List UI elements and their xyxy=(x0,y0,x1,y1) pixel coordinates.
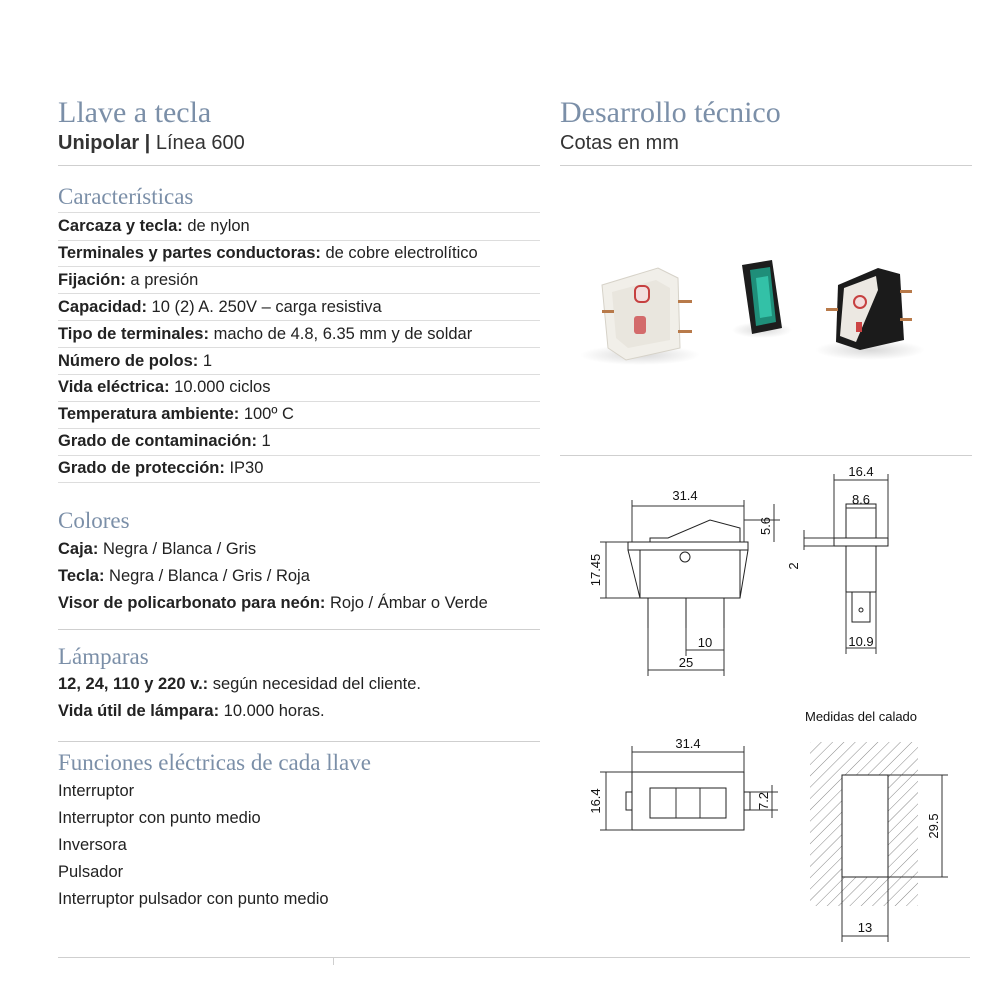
section-title-colores: Colores xyxy=(58,508,130,533)
spec-value: Rojo / Ámbar o Verde xyxy=(325,593,488,612)
page-subtitle xyxy=(58,130,245,156)
spec-value: 10.000 ciclos xyxy=(169,378,271,397)
divider xyxy=(58,629,540,630)
spec-value: macho de 4.8, 6.35 mm y de soldar xyxy=(208,324,473,343)
divider xyxy=(560,165,972,166)
dim-side-height: 17.45 xyxy=(588,553,603,587)
spec-value: 10 (2) A. 250V – carga resistiva xyxy=(146,297,382,316)
spec-row xyxy=(58,294,382,320)
dim-pin-spacing: 10 xyxy=(697,635,713,650)
function-item: Inversora xyxy=(58,836,127,854)
cutout-label: Medidas del calado xyxy=(805,709,918,724)
spec-label: Fijación: xyxy=(58,270,126,289)
dim-cutout-width: 13 xyxy=(857,920,873,935)
spec-value: de nylon xyxy=(182,217,250,235)
spec-row xyxy=(58,240,478,266)
spec-row xyxy=(58,590,488,616)
dim-end-gap: 2 xyxy=(786,562,801,570)
dim-pin-span: 25 xyxy=(678,655,694,670)
spec-label: Tipo de terminales: xyxy=(58,324,209,343)
dim-end-inner: 8.6 xyxy=(851,492,871,507)
spec-label: Capacidad: xyxy=(58,297,147,316)
divider xyxy=(560,455,972,456)
dim-end-terminal: 10.9 xyxy=(848,634,874,649)
dim-top-height: 16.4 xyxy=(588,788,603,814)
end-view-drawing xyxy=(786,464,888,654)
dim-cutout-height: 29.5 xyxy=(926,813,941,839)
product-photo xyxy=(560,230,972,430)
divider xyxy=(58,165,540,166)
top-view-drawing xyxy=(588,736,778,830)
spec-row xyxy=(58,401,294,427)
spec-value: 1 xyxy=(198,351,213,370)
spec-value: 100º C xyxy=(239,405,294,424)
green-switch-photo xyxy=(732,260,792,338)
function-item: Interruptor pulsador con punto medio xyxy=(58,890,329,908)
dim-top-width: 31.4 xyxy=(675,736,701,751)
spec-row xyxy=(58,698,325,724)
side-view-drawing xyxy=(588,488,780,676)
function-item: Interruptor xyxy=(58,782,135,800)
tech-title: Desarrollo técnico xyxy=(560,96,781,129)
spec-value: 10.000 horas. xyxy=(219,701,325,720)
spec-label: Carcaza y tecla: xyxy=(58,217,183,235)
spec-value: a presión xyxy=(125,270,199,289)
spec-row xyxy=(58,374,271,400)
function-item: Pulsador xyxy=(58,863,124,881)
spec-value: 1 xyxy=(256,432,271,451)
footer-tick xyxy=(333,957,334,965)
spec-label: 12, 24, 110 y 220 v.: xyxy=(58,675,209,693)
spec-row xyxy=(58,671,421,697)
spec-label: Tecla: xyxy=(58,566,105,585)
spec-label: Vida eléctrica: xyxy=(58,378,170,397)
spec-row xyxy=(58,428,271,454)
dim-key-height: 5.6 xyxy=(758,516,773,536)
section-title-lamparas: Lámparas xyxy=(58,644,149,669)
spec-label: Número de polos: xyxy=(58,351,199,370)
dim-side-width: 31.4 xyxy=(672,488,698,503)
section-title-caracteristicas: Características xyxy=(58,184,194,209)
spec-label: Grado de contaminación: xyxy=(58,432,257,451)
spec-label: Caja: xyxy=(58,540,99,558)
spec-value: Negra / Blanca / Gris xyxy=(98,540,257,558)
black-switch-photo xyxy=(815,268,925,360)
page-title: Llave a tecla xyxy=(58,96,212,129)
spec-row xyxy=(58,321,472,347)
spec-value: de cobre electrolítico xyxy=(320,243,478,262)
subtitle-bold: Unipolar | xyxy=(58,132,151,154)
spec-row xyxy=(58,563,310,589)
spec-value: IP30 xyxy=(224,459,264,478)
spec-label: Grado de protección: xyxy=(58,459,225,478)
spec-value: Negra / Blanca / Gris / Roja xyxy=(104,566,310,585)
divider xyxy=(58,741,540,742)
spec-row xyxy=(58,267,198,293)
spec-row xyxy=(58,455,263,481)
dim-top-tab: 7.2 xyxy=(756,791,771,811)
spec-row xyxy=(58,213,250,239)
spec-label: Vida útil de lámpara: xyxy=(58,701,220,720)
row-divider xyxy=(58,482,540,483)
spec-value: según necesidad del cliente. xyxy=(208,675,421,693)
spec-row xyxy=(58,536,256,562)
spec-label: Temperatura ambiente: xyxy=(58,405,240,424)
tech-subtitle: Cotas en mm xyxy=(560,132,679,154)
white-switch-photo xyxy=(580,268,700,365)
technical-drawing xyxy=(560,460,972,960)
spec-label: Visor de policarbonato para neón: xyxy=(58,593,326,612)
spec-label: Terminales y partes conductoras: xyxy=(58,243,321,262)
spec-row xyxy=(58,348,212,374)
section-title-funciones: Funciones eléctricas de cada llave xyxy=(58,750,371,775)
function-item: Interruptor con punto medio xyxy=(58,809,261,827)
cutout-drawing xyxy=(805,709,948,942)
dim-end-width: 16.4 xyxy=(848,464,874,479)
subtitle-rest: Línea 600 xyxy=(150,132,245,154)
